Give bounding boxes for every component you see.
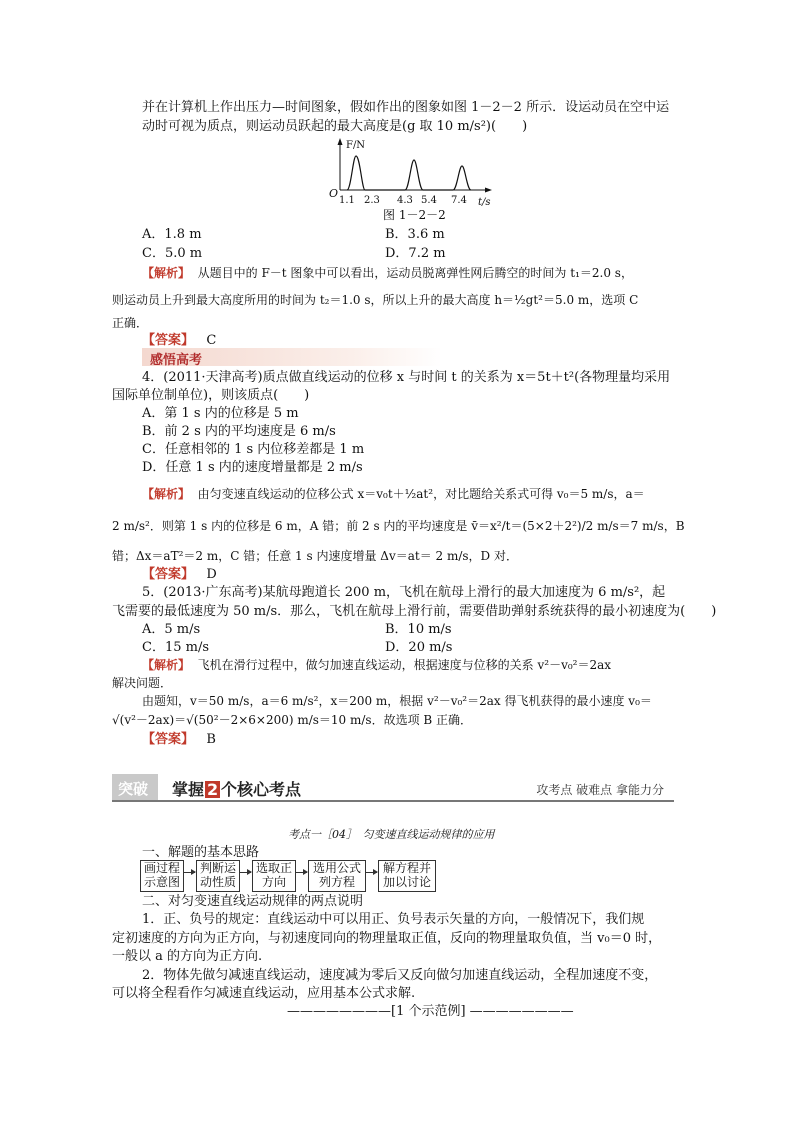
para1-line2: 定初速度的方向为正方向，与初速度同向的物理量取正值，反向的物理量取负值，当 v₀＝0 时， [112,931,662,946]
q5-analysis-line3: 由题知，v＝50 m/s，a＝6 m/s²，x＝200 m，根据 v²－v₀²＝2ax 得飞机获得的最小速度 v₀＝ [142,694,652,708]
subheading-2: 二、对匀变速直线运动规律的两点说明 [142,894,364,909]
banner-rule [112,800,674,802]
q4-option-c: C．任意相邻的 1 s 内位移差都是 1 m [142,442,365,457]
section-banner [112,774,674,802]
q4-option-a: A．第 1 s 内的位移是 5 m [142,406,299,421]
q4-option-d: D．任意 1 s 内的速度增量都是 2 m/s [142,460,363,475]
answer-tag: 【答案】 [142,567,195,582]
flow-step-2: 判断运动性质 [196,860,240,892]
q4-stem-line2: 国际单位制单位)，则该质点( ) [112,388,310,403]
q5-analysis-line1 [142,657,611,674]
para2-line1: 2．物体先做匀减速直线运动，速度减为零后又反向做匀加速直线运动，全程加速度不变， [142,968,658,983]
analysis-tag: 【解析】 [142,658,191,672]
q3-option-b: B．3.6 m [385,227,445,242]
q5-answer [142,731,216,748]
flow-step-4: 选用公式列方程 [308,860,366,892]
tick-label: 1.1 [339,195,355,206]
kaodian-title: 考点一［04］ 匀变速直线运动规律的应用 [288,828,495,841]
figure-caption: 图 1－2－2 [383,208,446,222]
q3-analysis-line1 [142,265,633,282]
flow-arrow [295,872,307,873]
tick-label: 7.4 [451,195,467,206]
q5-stem-line2: 飞需要的最低速度为 50 m/s．那么，飞机在航母上滑行前，需要借助弹射系统获得的最小初速度为( ) [112,604,717,619]
flow-step-3: 选取正方向 [252,860,296,892]
q5-stem-line1: 5．(2013·广东高考)某航母跑道长 200 m，飞机在航母上滑行的最大加速度为 6 m/s²，起 [142,585,666,600]
para1-line3: 一般以 a 的方向为正方向. [112,949,263,964]
q4-analysis-line1 [142,486,645,503]
q5-option-a: A．5 m/s [142,622,201,637]
q3-analysis-line3: 正确． [112,316,149,330]
q4-analysis-line2: 2 m/s²．则第 1 s 内的位移是 6 m，A 错；前 2 s 内的平均速度是 v̄＝x²/t＝(5×2＋2²)/2 m/s＝7 m/s，B [112,519,685,533]
q5-answer-value: B [206,732,216,747]
q5-analysis-line4: √(v²－2ax)＝√(50²－2×6×200) m/s＝10 m/s．故选项 B 正确． [112,713,473,727]
flow-step-1: 画过程示意图 [140,860,184,892]
origin-label: O [329,187,339,200]
banner-title-post: 个核心考点 [221,780,302,799]
q3-analysis-line2: 则运动员上升到最大高度所用的时间为 t₂＝1.0 s，所以上升的最大高度 h＝½gt²＝5.0 m，选项 C [112,293,639,307]
answer-tag: 【答案】 [142,732,195,747]
answer-tag: 【答案】 [142,333,195,348]
flow-arrow [365,872,377,873]
banner-title-pre: 掌握 [172,780,205,799]
analysis-tag: 【解析】 [142,487,191,501]
y-axis-label: F/N [346,140,366,151]
banner-number: 2 [206,780,219,799]
para1-line1: 1．正、负号的规定：直线运动中可以用正、负号表示矢量的方向，一般情况下，我们规 [142,912,645,927]
flow-arrow [239,872,251,873]
q5-option-b: B．10 m/s [385,622,452,637]
banner-slogan: 攻考点 破难点 拿能力分 [536,783,664,797]
flow-arrow [183,872,195,873]
flow-step-5: 解方程并加以讨论 [378,860,436,892]
example-label: ————————[1 个示范例] ———————— [287,1004,574,1019]
banner-box [112,774,158,801]
analysis-tag: 【解析】 [142,266,191,280]
q3-analysis-text: 从题目中的 F－t 图象中可以看出，运动员脱离弹性网后腾空的时间为 t₁＝2.0 s， [197,266,633,280]
banner-box-label: 突破 [118,780,149,798]
q4-stem-line1: 4．(2011·天津高考)质点做直线运动的位移 x 与时间 t 的关系为 x＝5t＋t²(各物理量均采用 [142,370,671,385]
q4-answer-value: D [206,567,217,582]
q3-option-a: A．1.8 m [142,227,202,242]
tick-label: 2.3 [364,195,380,206]
q3-answer [142,332,216,349]
q3-answer-value: C [206,333,217,348]
banner-title [172,777,301,800]
q5-option-d: D．20 m/s [385,640,453,655]
tick-label: 5.4 [421,195,437,206]
q3-stem-line1: 并在计算机上作出压力—时间图象，假如作出的图象如图 1－2－2 所示．设运动员在空中运 [142,100,670,115]
tick-label: 4.3 [397,195,413,206]
q5-option-c: C．15 m/s [142,640,209,655]
q4-analysis-line3: 错；Δx＝aT²＝2 m，C 错；任意 1 s 内速度增量 Δv＝at＝ 2 m/s，D 对． [112,549,518,563]
x-axis-label: t/s [478,197,491,208]
q4-analysis-text: 由匀变速直线运动的位移公式 x＝v₀t＋½at²，对比题给关系式可得 v₀＝5 m/s，a＝ [197,487,645,501]
q3-option-c: C．5.0 m [142,246,203,261]
q4-option-b: B．前 2 s 内的平均速度是 6 m/s [142,424,336,439]
subheading-1: 一、解题的基本思路 [142,845,260,860]
para2-line2: 可以将全程看作匀减速直线运动，应用基本公式求解. [112,986,416,1001]
q4-answer [142,566,217,583]
section-label: 感悟高考 [150,353,203,368]
q3-option-d: D．7.2 m [385,246,446,261]
q3-stem-line2: 动时可视为质点，则运动员跃起的最大高度是(g 取 10 m/s²)( ) [142,119,528,134]
q5-analysis-line2: 解决问题． [112,676,173,690]
section-label-bar [142,348,442,366]
q5-analysis-text: 飞机在滑行过程中，做匀加速直线运动，根据速度与位移的关系 v²－v₀²＝2ax [197,658,612,672]
